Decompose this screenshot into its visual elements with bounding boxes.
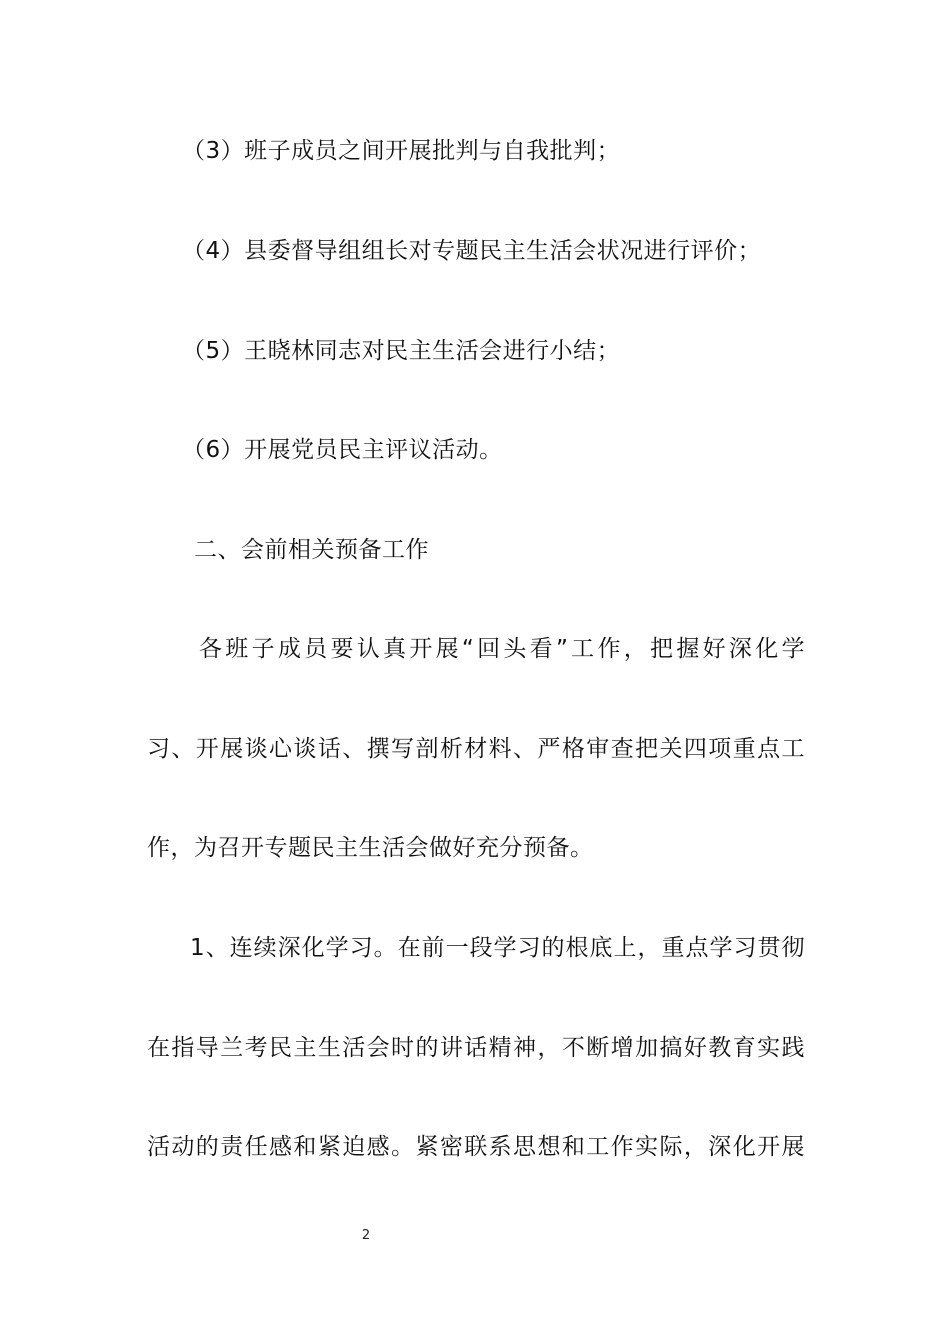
paragraph-line: 活动的责任感和紧迫感。紧密联系思想和工作实际，深化开展 <box>147 1134 805 1160</box>
paragraph-line: 各班子成员要认真开展“回头看”工作，把握好深化学 <box>199 636 805 662</box>
section-heading: 二、会前相关预备工作 <box>194 537 429 563</box>
list-item-5: （5）王晓林同志对民主生活会进行小结； <box>182 338 621 364</box>
paragraph-line: 作，为召开专题民主生活会做好充分预备。 <box>147 835 594 861</box>
paragraph-line: 习、开展谈心谈话、撰写剖析材料、严格审查把关四项重点工 <box>147 736 805 762</box>
list-item-3: （3）班子成员之间开展批判与自我批判； <box>182 138 621 164</box>
list-item-6: （6）开展党员民主评议活动。 <box>182 437 503 463</box>
paragraph-line: 在指导兰考民主生活会时的讲话精神，不断增加搞好教育实践 <box>147 1035 805 1061</box>
paragraph-line: 1、连续深化学习。在前一段学习的根底上，重点学习贯彻 <box>190 935 805 961</box>
page-number: 2 <box>361 1228 371 1243</box>
list-item-4: （4）县委督导组组长对专题民主生活会状况进行评价； <box>182 238 762 264</box>
